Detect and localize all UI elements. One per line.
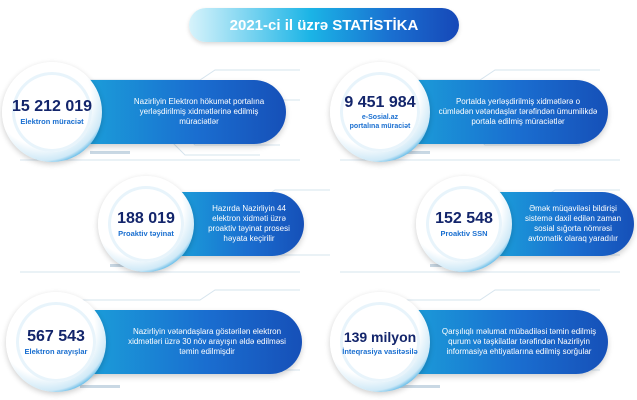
stat-value-circle [108,186,184,262]
stat-label: İnteqrasiya vasitəsilə [342,347,418,356]
stat-card-description: Nazirliyin vətəndaşlara göstərilən elektron xidmətləri üzrə 30 növ arayışın əldə edilməsi təmin edilmişdir [88,310,302,374]
stat-value-circle [340,72,420,152]
stat-label: e-Sosial.az portalına müraciət [349,113,411,130]
stat-value: 139 milyon [343,329,417,345]
stat-card-description: Portalda yerləşdirilmiş xidmətlərə o cümlədən vətəndaşlar tərəfindən ümumilikdə portala edilmiş müraciətlər [408,80,608,144]
stat-label: Elektron arayışlar [24,347,88,356]
stat-value-circle [340,302,420,382]
stat-label: Elektron müraciət [20,117,84,126]
stat-card-description: Hazırda Nazirliyin 44 elektron xidməti üzrə proaktiv təyinat prosesi həyata keçirilir [178,192,304,256]
stat-value-circle [12,72,92,152]
stat-value: 15 212 019 [11,98,93,115]
stat-value: 152 548 [435,210,493,227]
stat-card-description: Əmək müqaviləsi bildirişi sistemə daxil edilən zaman sosial sığorta nömrəsi avtomatik olaraq yaradılır [496,192,634,256]
stat-label: Proaktiv təyinat [118,229,174,238]
stat-value-circle [16,302,96,382]
stat-value: 567 543 [27,328,85,345]
stat-card-description: Nazirliyin Elektron hökumət portalına yerləşdirilmiş xidmətlərinə edilmiş müraciətlər [86,80,286,144]
stat-label: Proaktiv SSN [440,229,488,238]
stat-card-description: Qarşılıqlı məlumat mübadiləsi təmin edilmiş qurum və təşkilatlar tərəfindən Nazirliyin informasiya ehtiyatlarına edilmiş sorğular [406,310,608,374]
stat-value: 9 451 984 [344,93,416,111]
page-title: 2021-ci il üzrə STATİSTİKA [189,8,459,42]
stat-value: 188 019 [117,210,175,227]
stat-value-circle [426,186,502,262]
